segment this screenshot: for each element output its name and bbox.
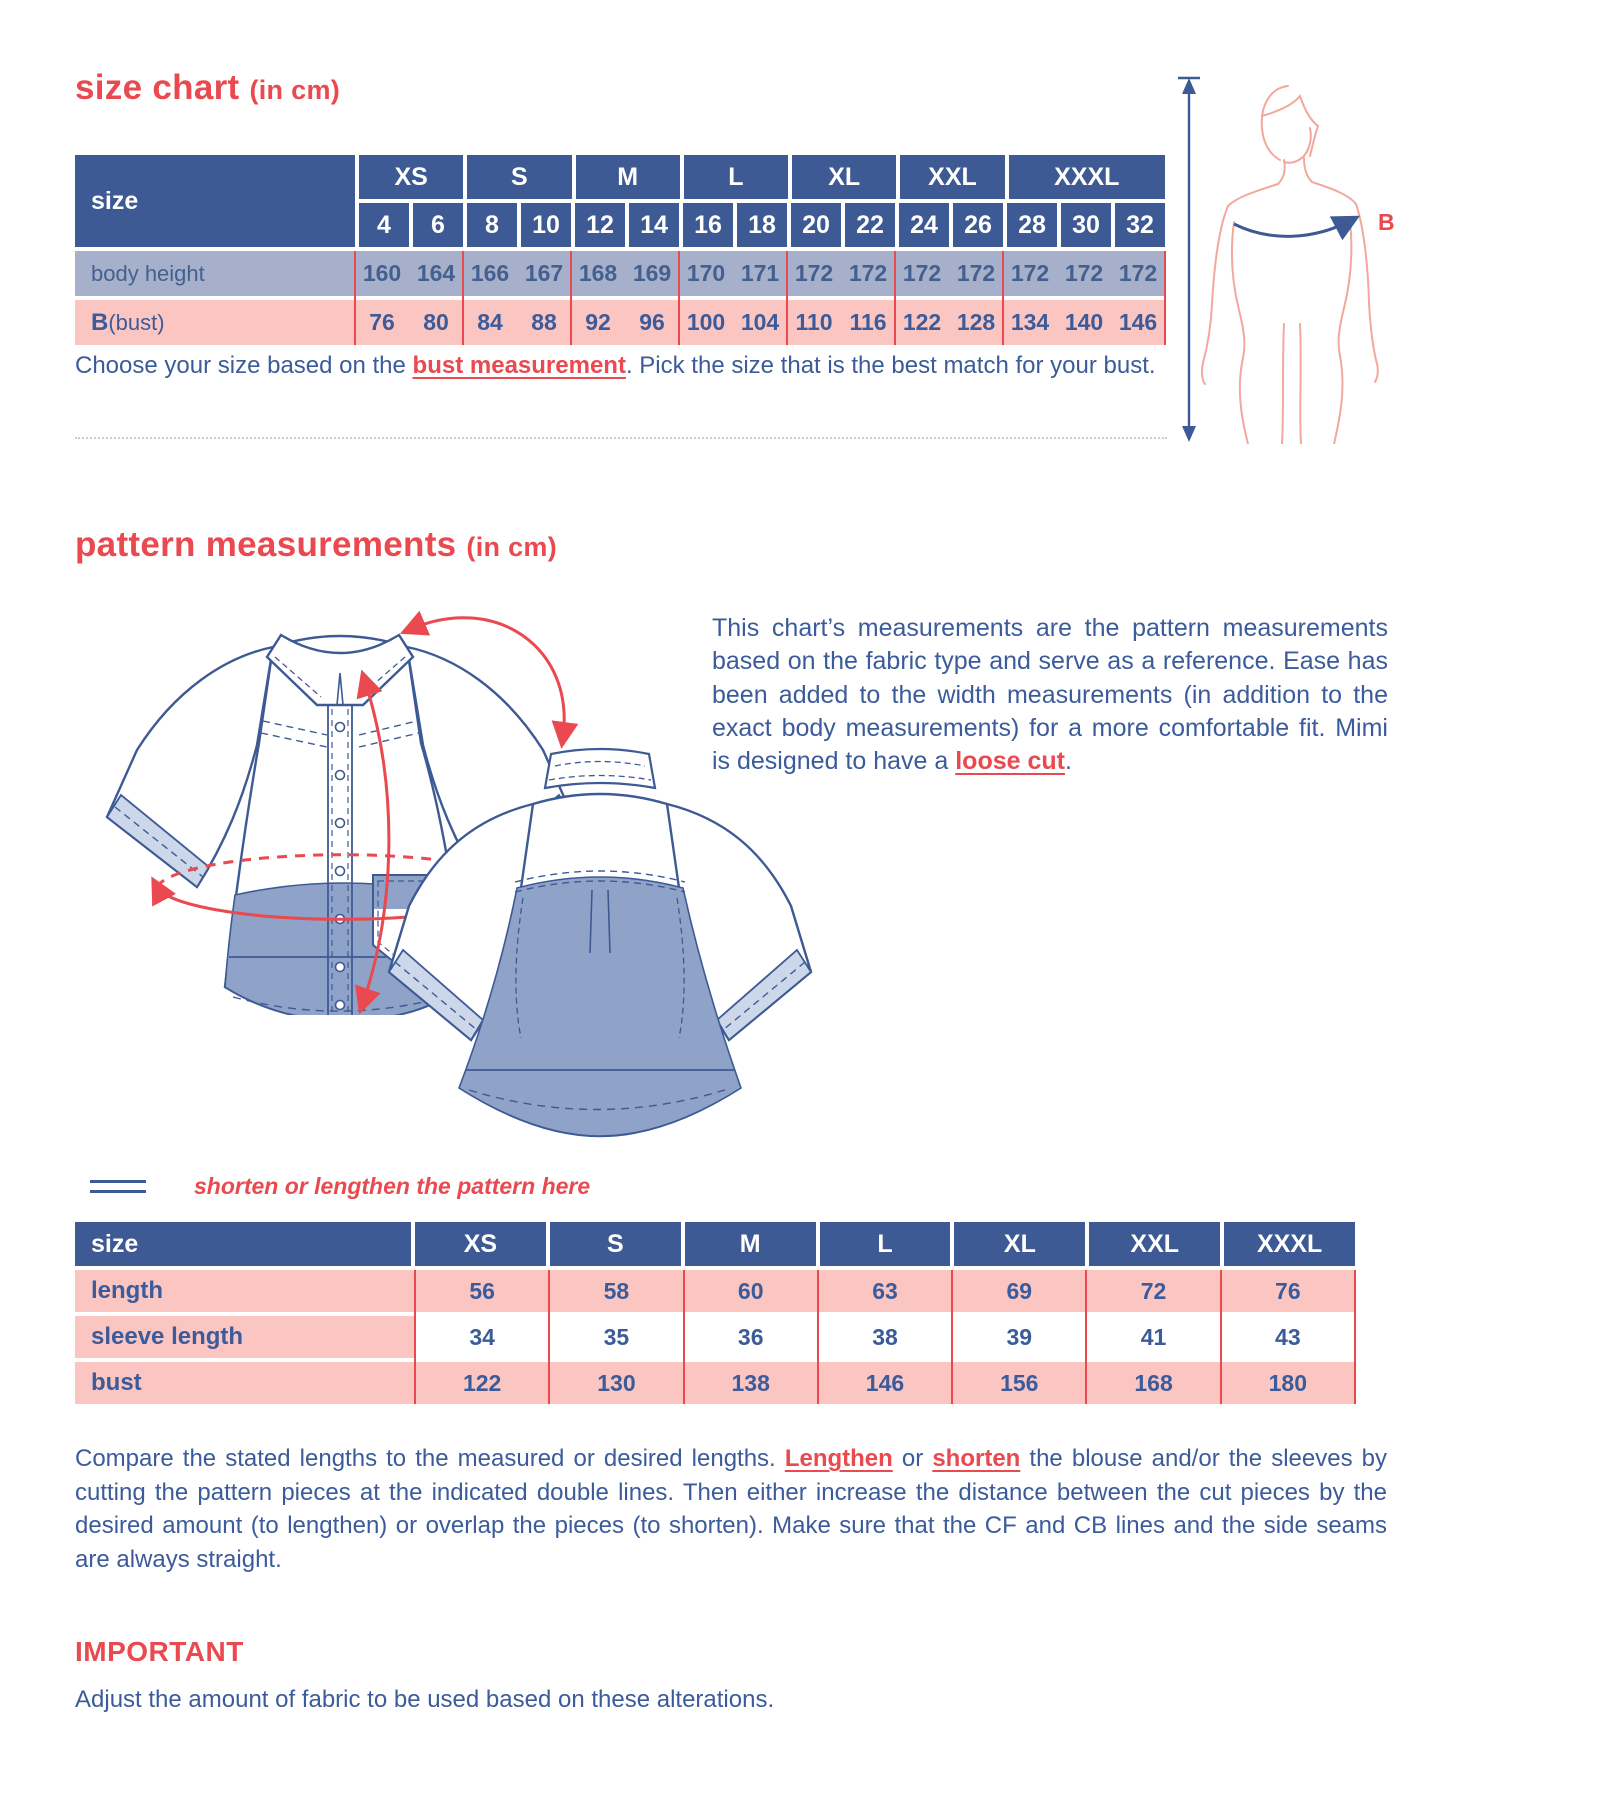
- section-divider: [75, 437, 1167, 439]
- row-label-text: B: [91, 308, 109, 336]
- measurement-cell: 80: [409, 300, 463, 345]
- measurement-cell: 172: [1057, 251, 1111, 296]
- measurement-cell: 140: [1057, 300, 1111, 345]
- emphasis-text: bust measurement: [412, 352, 626, 379]
- height-arrow-icon: [1178, 78, 1200, 442]
- legend: [90, 1173, 590, 1200]
- size-number-header: 22: [845, 203, 895, 247]
- size-chart-table: [75, 155, 1165, 349]
- measurement-cell: 56: [415, 1270, 549, 1312]
- measurement-cell: 134: [1003, 300, 1057, 345]
- text-run: . Pick the size that is the best match for your bust.: [625, 352, 1156, 379]
- measurement-cell: 100: [679, 300, 733, 345]
- size-number-header: 12: [575, 203, 625, 247]
- important-heading: IMPORTANT: [75, 1636, 244, 1667]
- measurement-cell: 122: [415, 1362, 549, 1404]
- size-number-header: 14: [629, 203, 679, 247]
- size-chart-row: [75, 251, 1165, 296]
- size-number-header: 8: [467, 203, 517, 247]
- measurement-cell: 130: [549, 1362, 683, 1404]
- measurement-cell: 128: [949, 300, 1003, 345]
- text-run: the blouse and/or the sleeves by cutting the pattern pieces at the indicated double lines. Then either increase the distance between the cut pieces by the desired amount (to lengthen) or overlap the pieces (to shorten). Make sure that the CF and CB lines and the side seams are always straight.: [75, 1445, 1388, 1573]
- row-values: [415, 1270, 1355, 1312]
- alteration-note: [75, 1442, 1387, 1576]
- text-run: This chart’s measurements are the pattern measurements based on the fabric type and serve as a reference. Ease has been added to the width measurements (in addition to the exact body measurements) for a more comfortable fit. Mimi is designed to have a: [712, 614, 1388, 775]
- measurement-cell: 110: [787, 300, 841, 345]
- pattern-table-row: [75, 1316, 1355, 1358]
- size-group-header: M: [576, 155, 680, 199]
- size-number-header: 18: [737, 203, 787, 247]
- row-label: sleeve length: [75, 1316, 415, 1358]
- size-number-header: 6: [413, 203, 463, 247]
- measurement-cell: 72: [1086, 1270, 1220, 1312]
- pattern-table-row: [75, 1362, 1355, 1404]
- pattern-measurements-title: pattern measurements: [75, 525, 457, 564]
- measurement-cell: 166: [463, 251, 517, 296]
- measurement-cell: 41: [1086, 1316, 1220, 1358]
- row-label-text: (bust): [108, 309, 165, 335]
- size-column-header: L: [820, 1222, 951, 1266]
- measurement-cell: 172: [895, 251, 949, 296]
- measurement-cell: 84: [463, 300, 517, 345]
- size-chart-heading: [75, 68, 340, 108]
- size-column-header: M: [685, 1222, 816, 1266]
- measurement-cell: 172: [787, 251, 841, 296]
- measurement-cell: 43: [1221, 1316, 1355, 1358]
- size-number-header: 28: [1007, 203, 1057, 247]
- measurement-cell: 96: [625, 300, 679, 345]
- measurement-cell: 34: [415, 1316, 549, 1358]
- measurement-cell: 38: [818, 1316, 952, 1358]
- measurement-cell: 58: [549, 1270, 683, 1312]
- pattern-table: [75, 1222, 1355, 1408]
- measurement-cell: 60: [684, 1270, 818, 1312]
- size-column-header: XXL: [1089, 1222, 1220, 1266]
- emphasis-text: loose cut: [955, 747, 1065, 775]
- size-number-header: 4: [359, 203, 409, 247]
- woman-outline: [1202, 86, 1378, 444]
- measurement-cell: 146: [1111, 300, 1165, 345]
- size-chart-corner-cell: size: [75, 155, 355, 247]
- measurement-cell: 167: [517, 251, 571, 296]
- size-group-header: L: [684, 155, 788, 199]
- pattern-measurements-heading: [75, 525, 557, 565]
- measurement-cell: 168: [571, 251, 625, 296]
- size-chart-header-columns: [359, 155, 1165, 247]
- size-group-header: XL: [792, 155, 896, 199]
- size-column-header: XL: [954, 1222, 1085, 1266]
- measurement-cell: 171: [733, 251, 787, 296]
- size-chart-group-row: [359, 155, 1165, 199]
- measurement-cell: 172: [949, 251, 1003, 296]
- measurement-cell: 116: [841, 300, 895, 345]
- size-chart-title: size chart: [75, 68, 240, 107]
- size-chart-body: [75, 251, 1165, 345]
- measurement-cell: 156: [952, 1362, 1086, 1404]
- measurement-cell: 146: [818, 1362, 952, 1404]
- body-measurement-figure: [1172, 72, 1407, 444]
- text-run: .: [1064, 747, 1072, 775]
- size-chart-size-row: [359, 203, 1165, 247]
- bust-label: B: [1378, 209, 1395, 235]
- size-column-header: XS: [415, 1222, 546, 1266]
- measurement-cell: 88: [517, 300, 571, 345]
- measurement-cell: 76: [355, 300, 409, 345]
- emphasis-text: Lengthen: [784, 1445, 893, 1472]
- size-number-header: 26: [953, 203, 1003, 247]
- pattern-measurements-unit: (in cm): [466, 532, 558, 562]
- measurement-cell: 122: [895, 300, 949, 345]
- size-column-header: XXXL: [1224, 1222, 1355, 1266]
- measurement-cell: 35: [549, 1316, 683, 1358]
- row-label: [75, 251, 355, 296]
- size-group-header: XXXL: [1009, 155, 1165, 199]
- row-values: [355, 251, 1165, 296]
- measurement-cell: 76: [1221, 1270, 1355, 1312]
- measurement-cell: 180: [1221, 1362, 1355, 1404]
- size-chart-unit: (in cm): [249, 75, 341, 105]
- measurement-cell: 164: [409, 251, 463, 296]
- pattern-description: [712, 612, 1388, 778]
- measurement-cell: 92: [571, 300, 625, 345]
- row-values: [415, 1316, 1355, 1358]
- size-group-header: XXL: [900, 155, 1004, 199]
- measurement-cell: 69: [952, 1270, 1086, 1312]
- important-text: Adjust the amount of fabric to be used based on these alterations.: [75, 1686, 775, 1713]
- measurement-cell: 138: [684, 1362, 818, 1404]
- back-collar: [545, 749, 655, 788]
- pattern-table-body: [75, 1270, 1355, 1404]
- pattern-table-header: [75, 1222, 1355, 1266]
- measurement-cell: 168: [1086, 1362, 1220, 1404]
- measurement-cell: 104: [733, 300, 787, 345]
- measurement-cell: 39: [952, 1316, 1086, 1358]
- measurement-cell: 169: [625, 251, 679, 296]
- size-number-header: 16: [683, 203, 733, 247]
- measurement-cell: 170: [679, 251, 733, 296]
- measurement-cell: 172: [841, 251, 895, 296]
- text-run: Choose your size based on the: [75, 352, 413, 379]
- row-label-text: body height: [91, 260, 205, 286]
- measurement-cell: 160: [355, 251, 409, 296]
- text-run: or: [892, 1445, 933, 1472]
- size-number-header: 20: [791, 203, 841, 247]
- back-view-illustration: [365, 738, 835, 1148]
- size-group-header: XS: [359, 155, 463, 199]
- row-values: [355, 300, 1165, 345]
- row-values: [415, 1362, 1355, 1404]
- size-chart-row: [75, 300, 1165, 345]
- double-line-icon: [90, 1180, 146, 1193]
- measurement-cell: 172: [1111, 251, 1165, 296]
- size-number-header: 10: [521, 203, 571, 247]
- row-label: [75, 300, 355, 345]
- pattern-table-row: [75, 1270, 1355, 1312]
- measurement-cell: 172: [1003, 251, 1057, 296]
- size-note: [75, 352, 1175, 380]
- measurement-cell: 63: [818, 1270, 952, 1312]
- size-number-header: 24: [899, 203, 949, 247]
- size-number-header: 30: [1061, 203, 1111, 247]
- size-number-header: 32: [1115, 203, 1165, 247]
- bust-measure-line: [1234, 220, 1352, 236]
- size-group-header: S: [467, 155, 571, 199]
- measurement-cell: 36: [684, 1316, 818, 1358]
- row-label: bust: [75, 1362, 415, 1404]
- emphasis-text: shorten: [932, 1445, 1021, 1472]
- size-chart-header: [75, 155, 1165, 247]
- size-column-header: S: [550, 1222, 681, 1266]
- text-run: Compare the stated lengths to the measured or desired lengths.: [75, 1445, 785, 1472]
- pattern-table-corner-cell: size: [75, 1222, 411, 1266]
- row-label: length: [75, 1270, 415, 1312]
- legend-text: shorten or lengthen the pattern here: [194, 1173, 591, 1199]
